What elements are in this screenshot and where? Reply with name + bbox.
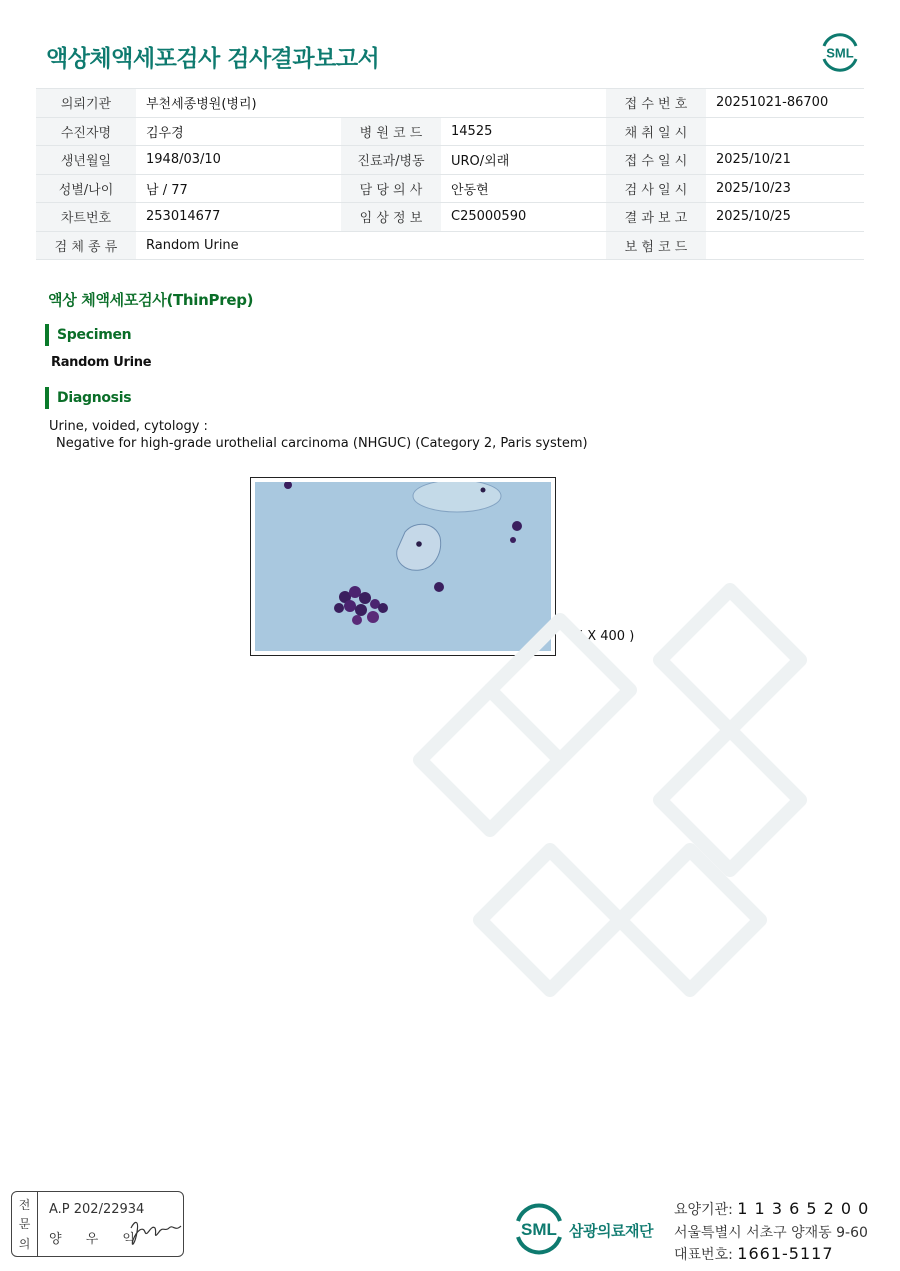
info-label: 검 체 종 류 [36, 231, 136, 260]
info-value: 부천세종병원(병리) [136, 89, 341, 118]
info-label: 접 수 번 호 [606, 89, 706, 118]
info-row [36, 117, 864, 146]
diagnosis-line-1: Urine, voided, cytology : [49, 419, 208, 434]
info-label: 검 사 일 시 [606, 174, 706, 203]
footer-phone [674, 1244, 834, 1264]
stamp-side-label [12, 1192, 38, 1256]
info-value: 14525 [441, 117, 606, 146]
diagnosis-line-2: Negative for high-grade urothelial carcinoma (NHGUC) (Category 2, Paris system) [56, 436, 588, 451]
info-value: 남 / 77 [136, 174, 341, 203]
info-value [706, 117, 864, 146]
info-value: 1948/03/10 [136, 146, 341, 175]
info-label: 성별/나이 [36, 174, 136, 203]
info-label: 보 험 코 드 [606, 231, 706, 260]
specimen-heading: Specimen [45, 324, 131, 346]
info-label: 수진자명 [36, 117, 136, 146]
info-label: 임 상 정 보 [341, 203, 441, 232]
sml-footer-logo-icon [511, 1200, 567, 1256]
sml-logo-icon [818, 30, 862, 74]
stamp-ap-number: A.P 202/22934 [49, 1202, 145, 1217]
info-label: 의뢰기관 [36, 89, 136, 118]
info-label: 채 취 일 시 [606, 117, 706, 146]
info-value: 2025/10/21 [706, 146, 864, 175]
info-label: 병 원 코 드 [341, 117, 441, 146]
info-value [706, 231, 864, 260]
footer-logo-text: SML [521, 1220, 557, 1239]
footer-code-label: 요양기관: [674, 1202, 733, 1218]
info-label: 진료과/병동 [341, 146, 441, 175]
info-label: 접 수 일 시 [606, 146, 706, 175]
info-value [441, 89, 606, 118]
info-row [36, 146, 864, 175]
info-row [36, 174, 864, 203]
info-label: 담 당 의 사 [341, 174, 441, 203]
info-row [36, 231, 864, 260]
footer-code-value: 1 1 3 6 5 2 0 0 [737, 1199, 870, 1218]
footer-address: 서울특별시 서초구 양재동 9-60 [674, 1225, 868, 1241]
info-label: 생년월일 [36, 146, 136, 175]
logo-text: SML [826, 45, 854, 61]
info-value: Random Urine [136, 231, 341, 260]
info-value [441, 231, 606, 260]
info-label: 차트번호 [36, 203, 136, 232]
info-value: 20251021-86700 [706, 89, 864, 118]
patient-info-table [36, 88, 864, 260]
info-value: 2025/10/23 [706, 174, 864, 203]
info-value: 안동현 [441, 174, 606, 203]
info-label [341, 231, 441, 260]
footer-org-name: 삼광의료재단 [569, 1222, 653, 1240]
pathologist-stamp [11, 1191, 184, 1257]
section-title: 액상 체액세포검사(ThinPrep) [48, 291, 254, 309]
footer-phone-value: 1661-5117 [737, 1244, 834, 1263]
stamp-side-char: 의 [18, 1236, 31, 1251]
info-row [36, 203, 864, 232]
info-label [341, 89, 441, 118]
report-title: 액상체액세포검사 검사결과보고서 [46, 46, 380, 72]
info-label: 결 과 보 고 [606, 203, 706, 232]
diagnosis-heading: Diagnosis [45, 387, 131, 409]
info-value: URO/외래 [441, 146, 606, 175]
footer-phone-label: 대표번호: [674, 1247, 733, 1263]
magnification-label: ( X 400 ) [578, 629, 635, 644]
info-value: C25000590 [441, 203, 606, 232]
specimen-value: Random Urine [51, 355, 152, 370]
info-value: 김우경 [136, 117, 341, 146]
footer-code [674, 1199, 869, 1219]
signature-icon [127, 1210, 185, 1252]
info-value: 2025/10/25 [706, 203, 864, 232]
stamp-side-char: 전 [18, 1198, 31, 1213]
stamp-pathologist-name: 양 우 익 [49, 1232, 145, 1247]
info-row [36, 89, 864, 118]
watermark-icon [360, 540, 860, 1060]
info-value: 253014677 [136, 203, 341, 232]
stamp-side-char: 문 [18, 1217, 31, 1232]
